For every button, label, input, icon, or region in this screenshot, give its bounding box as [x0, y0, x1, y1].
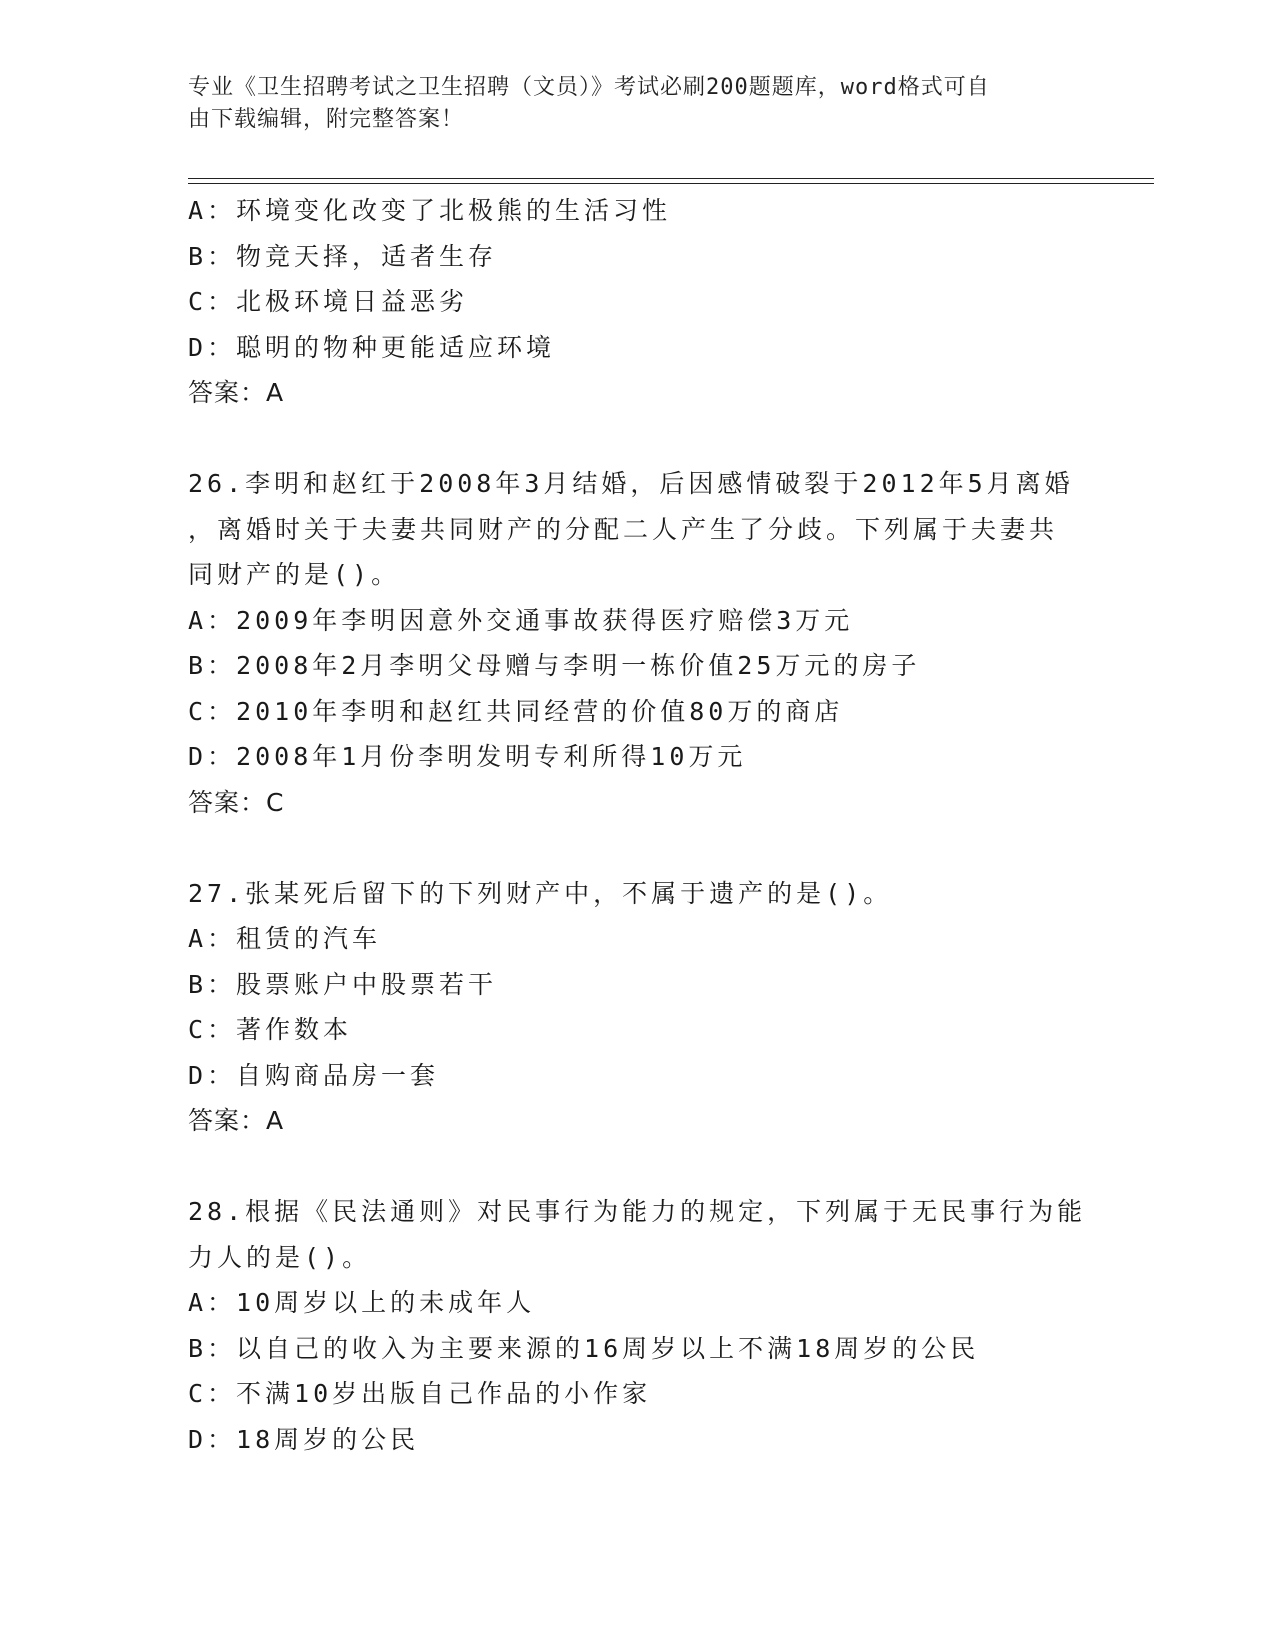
option-a: A：租赁的汽车 — [188, 924, 382, 953]
question-stem: 28.根据《民法通则》对民事行为能力的规定，下列属于无民事行为能 — [188, 1197, 1087, 1226]
option-c: C：2010年李明和赵红共同经营的价值80万的商店 — [188, 696, 844, 726]
option-b: B：物竞天择，适者生存 — [188, 241, 498, 271]
option-b: B：2008年2月李明父母赠与李明一栋价值25万元的房子 — [188, 651, 921, 680]
option-b: B：以自己的收入为主要来源的16周岁以上不满18周岁的公民 — [188, 1333, 980, 1363]
question-27 — [188, 871, 1088, 1144]
option-c: C：北极环境日益恶劣 — [188, 287, 469, 316]
document-header — [188, 72, 1088, 136]
document-body — [188, 188, 1088, 1462]
question-28 — [188, 1189, 1088, 1462]
option-d: D：2008年1月份李明发明专利所得10万元 — [188, 742, 747, 771]
option-c: C：不满10岁出版自己作品的小作家 — [188, 1379, 652, 1408]
header-line-2: 由下载编辑，附完整答案！ — [188, 107, 465, 132]
option-a: A：2009年李明因意外交通事故获得医疗赔偿3万元 — [188, 605, 854, 635]
question-26 — [188, 461, 1088, 825]
previous-question-tail — [188, 188, 1088, 416]
answer-line: 答案：C — [188, 787, 285, 817]
answer-line: 答案：A — [188, 1106, 285, 1135]
option-d: D：聪明的物种更能适应环境 — [188, 332, 556, 362]
question-stem: 26.李明和赵红于2008年3月结婚，后因感情破裂于2012年5月离婚 — [188, 469, 1074, 498]
spacer — [188, 1144, 1088, 1190]
answer-line: 答案：A — [188, 378, 285, 407]
option-a: A：10周岁以上的未成年人 — [188, 1288, 536, 1317]
question-stem: 力人的是()。 — [188, 1242, 372, 1272]
spacer — [188, 416, 1088, 462]
header-line-1: 专业《卫生招聘考试之卫生招聘（文员）》考试必刷200题题库，word格式可自 — [188, 75, 990, 100]
option-d: D：自购商品房一套 — [188, 1060, 440, 1090]
spacer — [188, 825, 1088, 871]
question-stem: 同财产的是()。 — [188, 560, 401, 589]
option-b: B：股票账户中股票若干 — [188, 969, 498, 999]
question-stem: 27.张某死后留下的下列财产中，不属于遗产的是()。 — [188, 878, 893, 908]
question-stem: ，离婚时关于夫妻共同财产的分配二人产生了分歧。下列属于夫妻共 — [188, 514, 1059, 544]
option-c: C：著作数本 — [188, 1015, 353, 1044]
option-d: D：18周岁的公民 — [188, 1424, 420, 1454]
header-divider — [188, 178, 1154, 184]
option-a: A：环境变化改变了北极熊的生活习性 — [188, 196, 672, 225]
